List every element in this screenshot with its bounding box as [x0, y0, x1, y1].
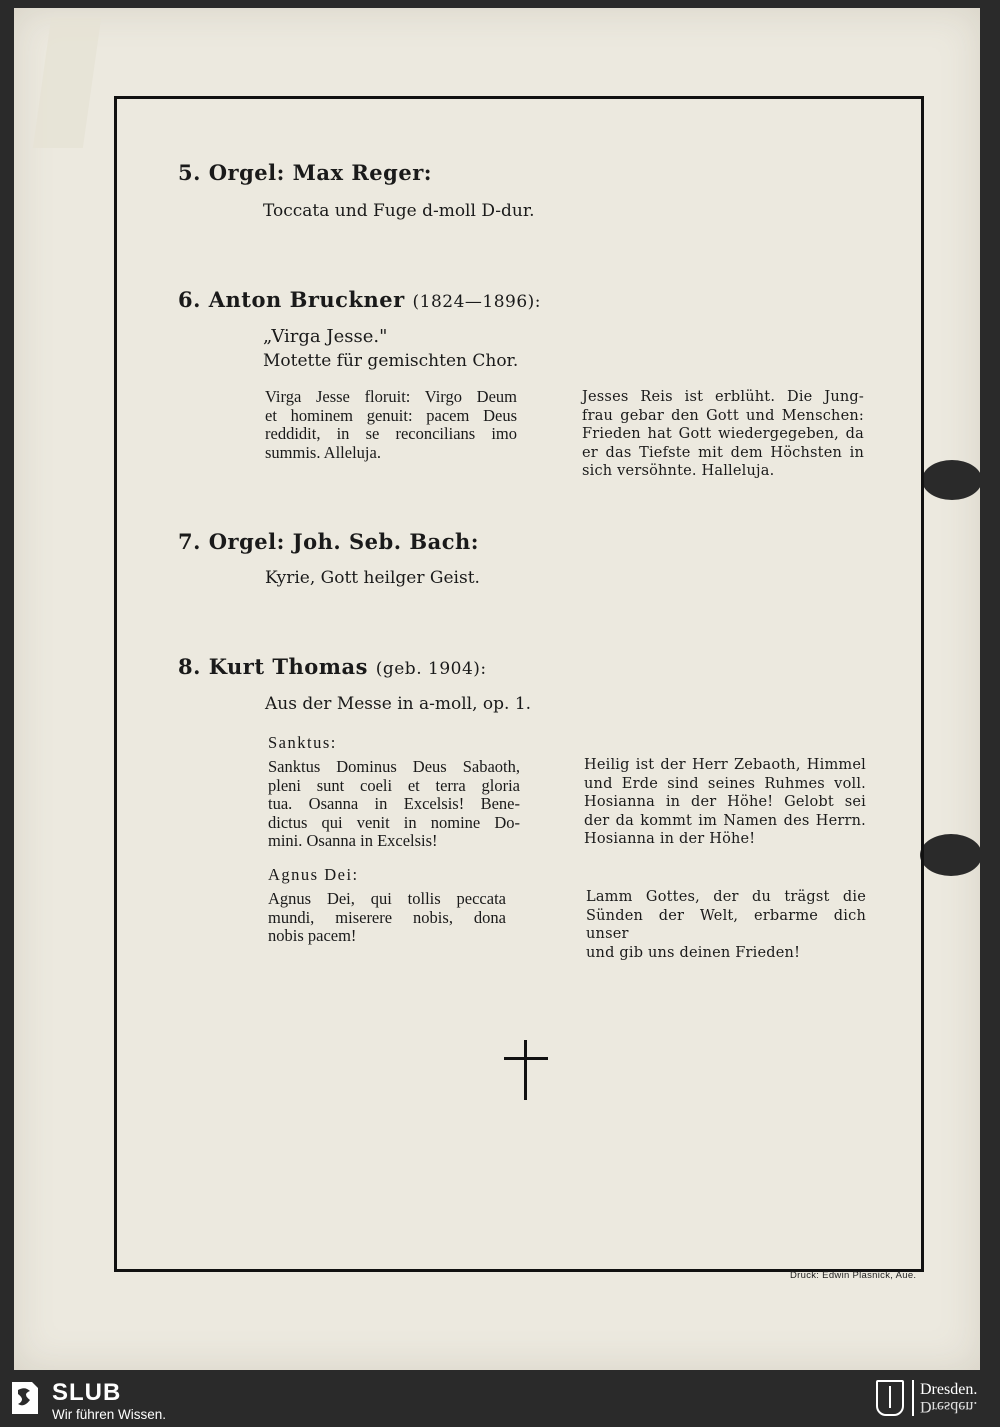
text-line: nobis pacem!: [268, 926, 357, 945]
section-6-heading: [178, 287, 541, 312]
text-line: der da kommt im Namen des Herrn.: [584, 812, 866, 829]
text-line: Heilig ist der Herr Zebaoth, Himmel: [584, 757, 866, 773]
text-line: Lamm Gottes, der du trägst die: [586, 889, 866, 905]
dresden-logo-mirror: Dresden.: [920, 1398, 978, 1415]
slub-logo-icon: [10, 1380, 40, 1416]
section-6-title: „Virga Jesse.": [263, 326, 388, 347]
text-line: pleni sunt coeli et terra gloria: [268, 775, 520, 795]
section-8-composer: 8. Kurt Thomas: [178, 654, 368, 679]
sanktus-german-text: [584, 756, 866, 849]
sanktus-label: Sanktus:: [268, 733, 337, 752]
section-6-composer: 6. Anton Bruckner: [178, 287, 405, 312]
tape-strip: [33, 18, 101, 148]
section-5-subtitle: Toccata und Fuge d-moll D-dur.: [263, 201, 535, 221]
text-line: Frieden hat Gott wiedergegeben, da: [582, 426, 864, 442]
section-8-dates: (geb. 1904):: [375, 659, 487, 679]
text-line: mundi, miserere nobis, dona: [268, 907, 506, 927]
text-line: und Erde sind seines Ruhmes voll.: [584, 775, 866, 792]
agnus-label: Agnus Dei:: [268, 865, 359, 884]
punch-hole-lower: [920, 834, 982, 876]
text-line: sich versöhnte. Halleluja.: [582, 463, 775, 479]
text-line: und gib uns deinen Frieden!: [586, 944, 801, 961]
text-line: Agnus Dei, qui tollis peccata: [268, 889, 506, 908]
text-line: frau gebar den Gott und Menschen:: [582, 407, 864, 424]
text-line: Sünden der Welt, erbarme dich unser: [586, 907, 866, 942]
text-line: Sanktus Dominus Deus Sabaoth,: [268, 757, 520, 776]
text-line: tua. Osanna in Excelsis! Bene-: [268, 794, 520, 813]
section-7-heading: 7. Orgel: Joh. Seb. Bach:: [178, 529, 480, 554]
slub-tagline: Wir führen Wissen.: [52, 1407, 167, 1422]
text-line: reddidit, in se reconcilians imo: [265, 424, 517, 443]
dresden-crest-icon: [876, 1380, 904, 1416]
text-line: Virga Jesse floruit: Virgo Deum: [265, 387, 517, 406]
text-line: et hominem genuit: pacem Deus: [265, 405, 517, 425]
text-line: mini. Osanna in Excelsis!: [268, 831, 438, 850]
dresden-logo-text: Dresden.: [920, 1381, 978, 1398]
section-5-heading: 5. Orgel: Max Reger:: [178, 160, 433, 185]
text-line: Hosianna in der Höhe!: [584, 831, 756, 847]
text-line: summis. Alleluja.: [265, 442, 381, 462]
section-6-subtitle: Motette für gemischten Chor.: [263, 351, 519, 371]
text-line: Hosianna in der Höhe! Gelobt sei: [584, 794, 866, 810]
section-8-subtitle: Aus der Messe in a-moll, op. 1.: [265, 694, 532, 714]
slub-brand[interactable]: SLUB: [52, 1379, 122, 1406]
logo-divider: [912, 1380, 914, 1416]
text-line: dictus qui venit in nomine Do-: [268, 812, 520, 832]
section-8-heading: [178, 654, 487, 679]
viewer-footer: [0, 1372, 1000, 1427]
section-6-dates: (1824—1896):: [412, 292, 542, 312]
section-6-latin-text: [265, 388, 517, 462]
punch-hole-upper: [922, 460, 982, 500]
text-line: er das Tiefste mit dem Höchsten in: [582, 444, 864, 461]
text-line: Jesses Reis ist erblüht. Die Jung-: [582, 389, 864, 405]
cross-icon: [504, 1040, 548, 1100]
sanktus-latin-text: [268, 758, 520, 851]
printer-credit: Druck: Edwin Plasnick, Aue.: [790, 1270, 917, 1281]
agnus-latin-text: [268, 890, 506, 946]
section-6-german-text: [582, 388, 864, 481]
agnus-german-text: [586, 888, 866, 962]
dresden-logo[interactable]: [920, 1382, 977, 1414]
section-7-subtitle: Kyrie, Gott heilger Geist.: [265, 568, 480, 588]
